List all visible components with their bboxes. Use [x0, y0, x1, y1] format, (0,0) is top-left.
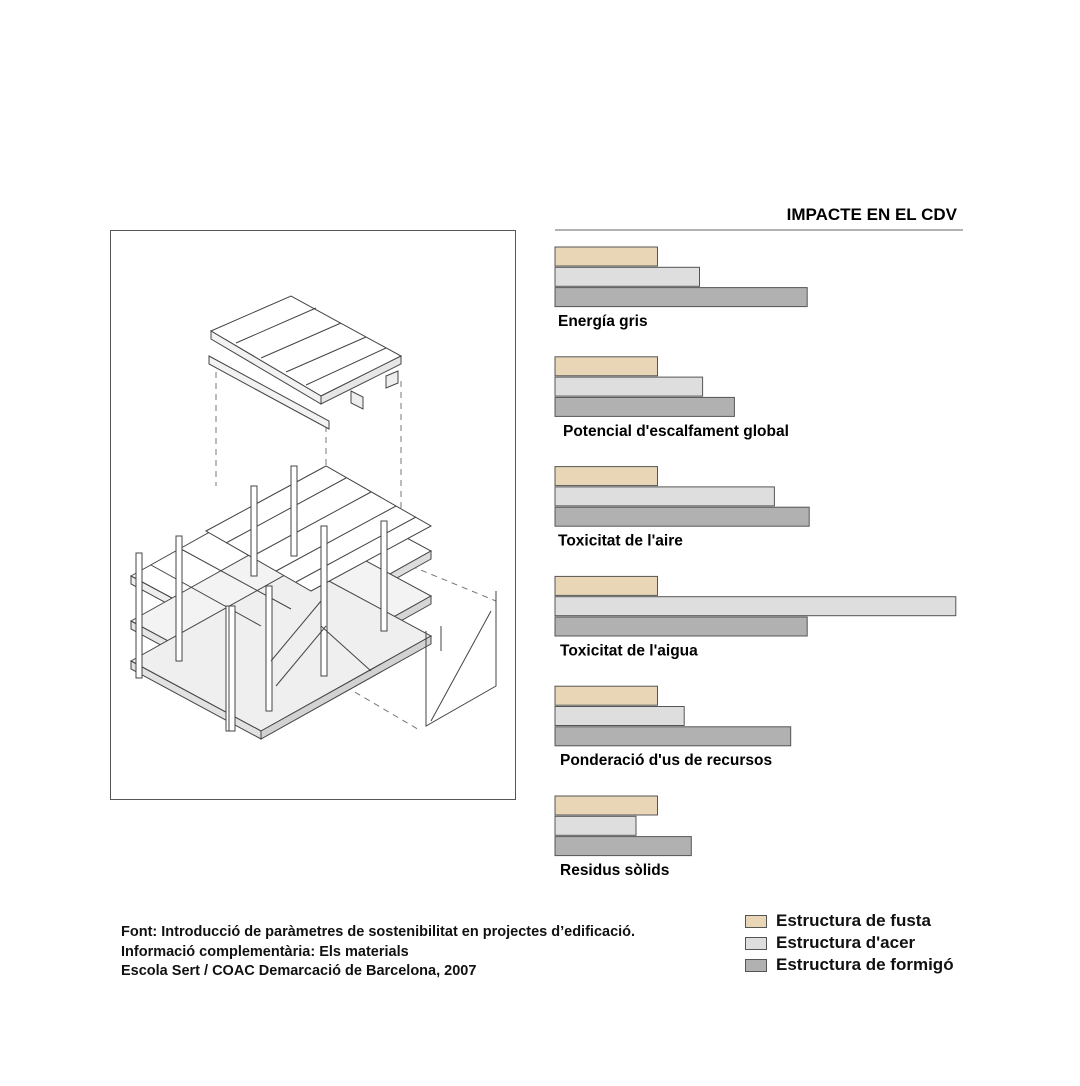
- bar-2-cat-3: [555, 487, 774, 506]
- chart-title: IMPACTE EN EL CDV: [786, 205, 957, 224]
- category-label: Toxicitat de l'aire: [558, 532, 683, 550]
- bar-1-cat-6: [555, 796, 658, 815]
- category-label: Toxicitat de l'aigua: [560, 642, 698, 660]
- category-label: Potencial d'escalfament global: [563, 422, 789, 440]
- bar-1-cat-2: [555, 357, 658, 376]
- legend-swatch: [745, 937, 767, 950]
- bar-2-cat-2: [555, 377, 703, 396]
- legend-label: Estructura de fusta: [776, 911, 931, 930]
- bar-2-cat-5: [555, 707, 684, 726]
- bar-1-cat-5: [555, 686, 658, 705]
- category-label: Ponderació d'us de recursos: [560, 752, 773, 770]
- bar-2-cat-4: [555, 597, 956, 616]
- legend-swatch: [745, 915, 767, 928]
- category-label: Energía gris: [558, 313, 648, 330]
- bar-3-cat-3: [555, 507, 809, 526]
- legend-item: [745, 954, 954, 976]
- source-line-2: Informació complementària: Els materials: [121, 943, 409, 960]
- bar-3-cat-6: [555, 837, 691, 856]
- bar-2-cat-6: [555, 816, 636, 835]
- bar-2-cat-1: [555, 267, 700, 286]
- bar-1-cat-3: [555, 467, 658, 486]
- bar-3-cat-1: [555, 288, 807, 307]
- legend-label: Estructura de formigó: [776, 955, 954, 974]
- legend-swatch: [745, 959, 767, 972]
- bar-1-cat-1: [555, 247, 658, 266]
- source-note: [121, 923, 635, 982]
- legend-label: Estructura d'acer: [776, 933, 916, 952]
- bar-3-cat-5: [555, 727, 791, 746]
- source-line-3: Escola Sert / COAC Demarcació de Barcelona, 2007: [121, 963, 477, 979]
- legend-item: [745, 910, 954, 932]
- legend: [745, 910, 954, 976]
- bar-3-cat-4: [555, 617, 807, 636]
- legend-item: [745, 932, 954, 954]
- category-label: Residus sòlids: [560, 862, 670, 879]
- source-line-1: Font: Introducció de paràmetres de sostenibilitat en projectes d’edificació.: [121, 924, 636, 940]
- bar-3-cat-2: [555, 397, 734, 416]
- bar-1-cat-4: [555, 576, 658, 595]
